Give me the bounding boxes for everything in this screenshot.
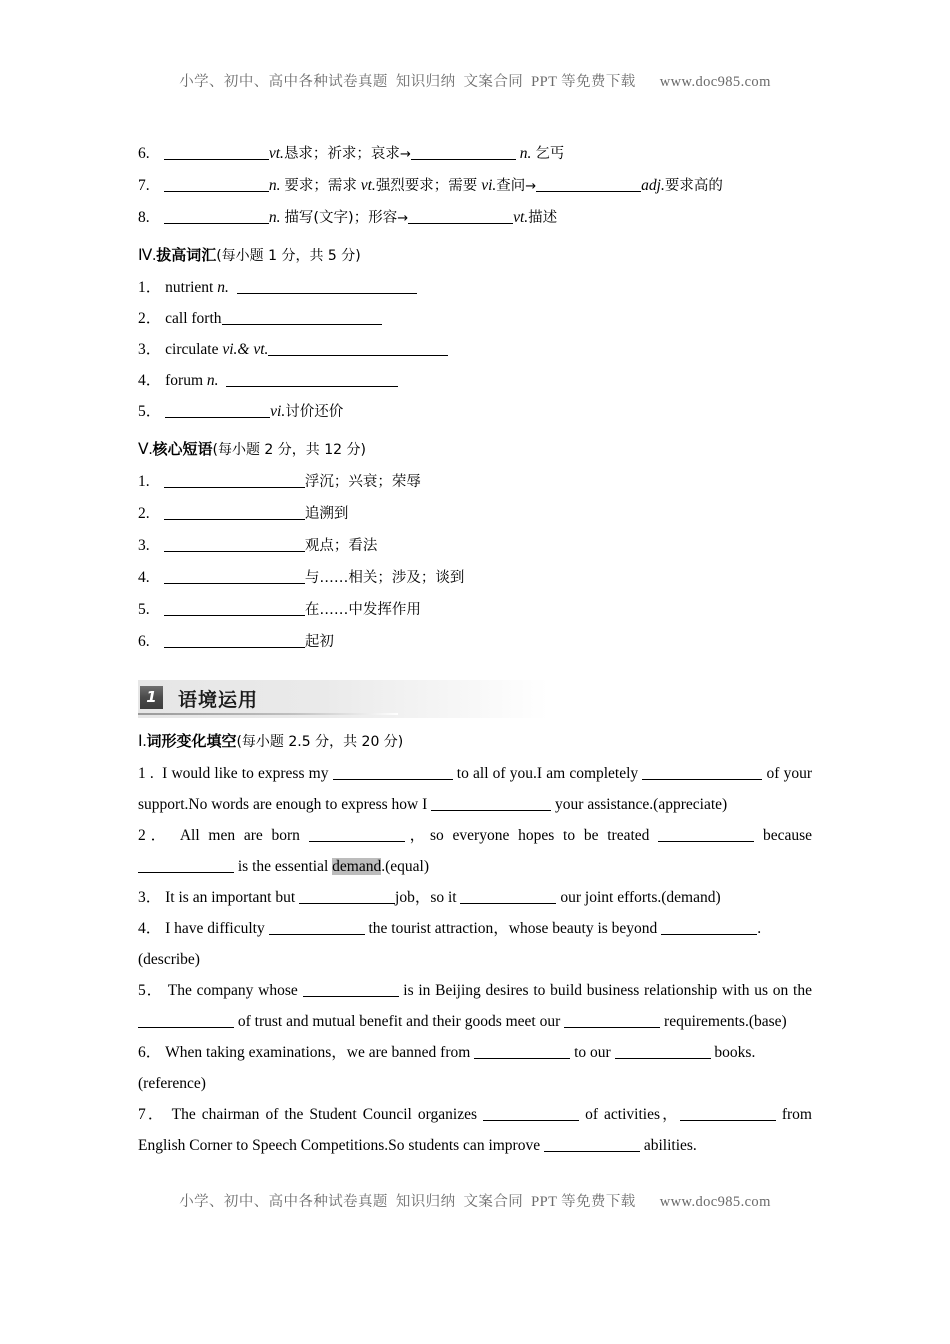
phrase-item: [138, 498, 812, 530]
phrase-item: [138, 466, 812, 498]
answer-blank[interactable]: [661, 920, 757, 935]
part-of-speech: n.: [206, 372, 219, 389]
answer-blank[interactable]: [680, 1106, 776, 1121]
answer-blank[interactable]: [222, 310, 382, 325]
watermark-footer: 小学、初中、高中各种试卷真题 知识归纳 文案合同 PPT 等免费下载 www.doc985.com: [179, 1194, 771, 1210]
part-of-speech: vt.: [513, 209, 529, 226]
question-item-5: [138, 975, 812, 1037]
question-item-6: [138, 1037, 812, 1099]
question-item-3: [138, 882, 812, 913]
phrase-item: [138, 530, 812, 562]
section-title: 词形变化填空: [146, 732, 237, 750]
answer-blank[interactable]: [411, 145, 516, 160]
arrow-icon: →: [397, 211, 409, 226]
section-banner-context-usage: [138, 680, 548, 718]
item-number: 6.: [138, 633, 150, 650]
answer-blank[interactable]: [544, 1137, 640, 1152]
part-of-speech: adj.: [641, 177, 665, 194]
item-number: 7．: [138, 1106, 166, 1123]
chinese-meaning: 与……相关；涉及；谈到: [304, 570, 465, 586]
item-number: 1.: [138, 473, 150, 490]
section-roman-numeral: Ⅰ.: [138, 733, 147, 750]
answer-blank[interactable]: [226, 372, 398, 387]
answer-blank[interactable]: [164, 633, 305, 648]
part-of-speech: vt.: [268, 145, 284, 162]
item-number: 8.: [138, 209, 150, 226]
advanced-vocab-item: [138, 303, 812, 334]
answer-blank[interactable]: [658, 827, 754, 842]
derivation-item-6: [138, 138, 812, 170]
answer-blank[interactable]: [269, 920, 365, 935]
question-text: It is an important but: [165, 889, 300, 906]
question-text: of activities，: [579, 1106, 680, 1123]
answer-blank[interactable]: [642, 765, 762, 780]
question-text: your assistance.(appreciate): [551, 796, 728, 813]
part-of-speech: vi.: [270, 403, 286, 420]
item-number: 4．: [138, 920, 162, 937]
document-content: [138, 138, 812, 1161]
item-number: 5．: [138, 403, 162, 420]
question-text: is the essential: [234, 858, 333, 875]
section-roman-numeral: Ⅳ.: [138, 247, 157, 264]
phrase-item: [138, 562, 812, 594]
item-number: 7.: [138, 177, 150, 194]
answer-blank[interactable]: [164, 209, 269, 224]
item-number: 2.: [138, 505, 150, 522]
question-item-7: [138, 1099, 812, 1161]
answer-blank[interactable]: [303, 982, 399, 997]
section-heading-ctx-i: [138, 726, 812, 758]
question-text: because: [754, 827, 812, 844]
item-number: 5．: [138, 982, 163, 999]
chinese-meaning: 乞丐: [535, 146, 565, 162]
advanced-vocab-item: [138, 272, 812, 303]
answer-blank[interactable]: [299, 889, 395, 904]
part-of-speech: n.: [268, 177, 281, 194]
item-number: 3．: [138, 889, 162, 906]
chinese-meaning: 浮沉；兴衰；荣辱: [304, 474, 421, 490]
answer-blank[interactable]: [474, 1044, 570, 1059]
question-text: requirements.(base): [660, 1013, 787, 1030]
answer-blank[interactable]: [536, 177, 641, 192]
section-score: (每小题 1 分，共 5 分): [216, 248, 361, 264]
arrow-icon: →: [525, 179, 537, 194]
vocab-word: nutrient: [165, 279, 218, 296]
vocab-word: forum: [165, 372, 207, 389]
answer-blank[interactable]: [431, 796, 551, 811]
question-text: When taking examinations，we are banned from: [165, 1044, 475, 1061]
phrase-item: [138, 626, 812, 658]
advanced-vocab-item: [138, 396, 812, 428]
part-of-speech: n.: [217, 279, 229, 296]
question-text: .: [757, 920, 762, 937]
highlighted-word: demand: [332, 858, 382, 875]
part-of-speech: n.: [519, 145, 532, 162]
chinese-meaning: 描述: [528, 210, 558, 226]
question-text: The company whose: [167, 982, 303, 999]
derivation-item-7: [138, 170, 812, 202]
chinese-meaning: 强烈要求；需要: [375, 178, 478, 194]
part-of-speech: n.: [268, 209, 281, 226]
question-text: of your support.No words are enough to express how I: [138, 765, 812, 813]
answer-blank[interactable]: [138, 858, 234, 873]
question-text: (describe): [138, 951, 200, 968]
chinese-meaning: 追溯到: [304, 506, 349, 522]
banner-number-badge: 1: [140, 686, 163, 709]
question-text: the tourist attraction，whose beauty is beyond: [364, 920, 662, 937]
part-of-speech: vi.& vt.: [222, 341, 269, 358]
answer-blank[interactable]: [164, 177, 269, 192]
section-title: 核心短语: [152, 440, 213, 458]
section-heading-iv: [138, 240, 812, 272]
question-item-1: [138, 758, 812, 820]
section-roman-numeral: Ⅴ.: [138, 441, 153, 458]
answer-blank[interactable]: [309, 827, 405, 842]
banner-title: 语境运用: [178, 689, 259, 711]
chinese-meaning: 恳求；祈求；哀求: [283, 146, 400, 162]
item-number: 4．: [138, 372, 162, 389]
question-text: I have difficulty: [165, 920, 269, 937]
question-text: from English Corner to Speech Competitions.So students can improve: [138, 1106, 812, 1154]
section-score: (每小题 2 分，共 12 分): [212, 442, 366, 458]
answer-blank[interactable]: [164, 473, 305, 488]
advanced-vocab-item: [138, 365, 812, 396]
item-number: 2．: [138, 310, 162, 327]
question-text: (reference): [138, 1075, 206, 1092]
question-text: of trust and mutual benefit and their goods meet our: [234, 1013, 565, 1030]
question-text: our joint efforts.(demand): [556, 889, 721, 906]
chinese-meaning: 在……中发挥作用: [304, 602, 421, 618]
answer-blank[interactable]: [165, 403, 270, 418]
question-text: abilities.: [639, 1137, 697, 1154]
vocab-word: call forth: [165, 310, 222, 327]
answer-blank[interactable]: [138, 1013, 234, 1028]
chinese-meaning: 要求；需求: [284, 178, 357, 194]
arrow-icon: →: [399, 147, 411, 162]
item-number: 4.: [138, 569, 150, 586]
item-number: 1．: [138, 279, 162, 296]
section-title: 拔高词汇: [156, 246, 217, 264]
chinese-meaning: 要求高的: [664, 178, 723, 194]
chinese-meaning: 查问: [496, 178, 526, 194]
part-of-speech: vi.: [481, 177, 497, 194]
chinese-meaning: 起初: [304, 634, 334, 650]
answer-blank[interactable]: [564, 1013, 660, 1028]
item-number: 2．: [138, 827, 172, 844]
answer-blank[interactable]: [164, 505, 305, 520]
question-text: The chairman of the Student Council organizes: [171, 1106, 484, 1123]
section-heading-v: [138, 434, 812, 466]
item-number: 6．: [138, 1044, 162, 1061]
vocab-word: circulate: [165, 341, 223, 358]
question-text: is in Beijing desires to build business relationship with us on the: [398, 982, 812, 999]
watermark-header: 小学、初中、高中各种试卷真题 知识归纳 文案合同 PPT 等免费下载 www.doc985.com: [179, 74, 771, 90]
answer-blank[interactable]: [460, 889, 556, 904]
answer-blank[interactable]: [164, 537, 305, 552]
chinese-meaning: 描写(文字)；形容: [284, 210, 398, 226]
item-number: 5.: [138, 601, 150, 618]
phrase-item: [138, 594, 812, 626]
advanced-vocab-item: [138, 334, 812, 365]
answer-blank[interactable]: [164, 145, 269, 160]
derivation-item-8: [138, 202, 812, 234]
chinese-meaning: 讨价还价: [285, 404, 344, 420]
question-text: to all of you.I am completely: [452, 765, 643, 782]
answer-blank[interactable]: [483, 1106, 579, 1121]
question-text: job，so it: [395, 889, 461, 906]
answer-blank[interactable]: [164, 569, 305, 584]
question-item-4: [138, 913, 812, 975]
item-number: 1 .: [138, 765, 154, 782]
answer-blank[interactable]: [615, 1044, 711, 1059]
item-number: 3．: [138, 341, 162, 358]
question-text: books.: [710, 1044, 756, 1061]
section-score: (每小题 2.5 分，共 20 分): [236, 734, 404, 750]
question-text: ，so everyone hopes to be treated: [404, 827, 659, 844]
part-of-speech: vt.: [360, 177, 376, 194]
question-text: .(equal): [381, 858, 429, 875]
item-number: 3.: [138, 537, 150, 554]
answer-blank[interactable]: [268, 341, 448, 356]
item-number: 6.: [138, 145, 150, 162]
answer-blank[interactable]: [408, 209, 513, 224]
banner-underline-rule: [138, 713, 398, 715]
question-text: I would like to express my: [162, 765, 333, 782]
question-text: to our: [570, 1044, 615, 1061]
chinese-meaning: 观点；看法: [304, 538, 378, 554]
answer-blank[interactable]: [164, 601, 305, 616]
question-text: All men are born: [179, 827, 309, 844]
answer-blank[interactable]: [237, 279, 417, 294]
question-item-2: [138, 820, 812, 882]
answer-blank[interactable]: [333, 765, 453, 780]
